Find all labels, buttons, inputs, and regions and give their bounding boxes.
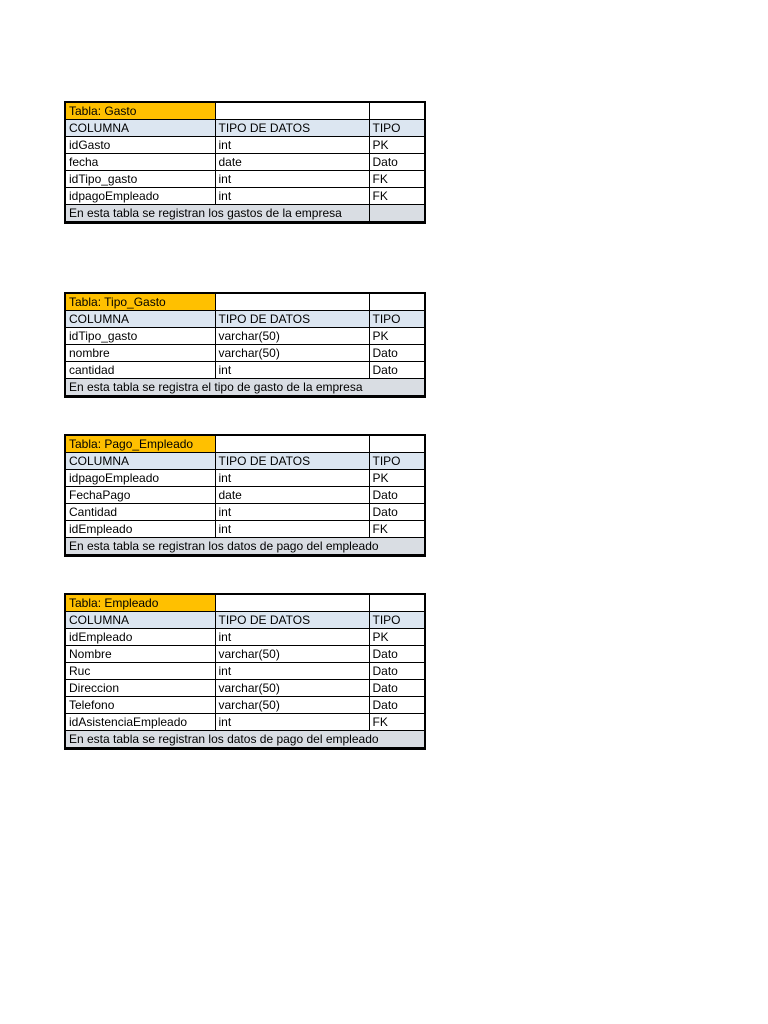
header-columna: COLUMNA	[65, 453, 215, 470]
table-header-row	[65, 120, 425, 137]
table-title: Tabla: Gasto	[65, 102, 215, 120]
table-row	[65, 188, 425, 205]
header-columna: COLUMNA	[65, 612, 215, 629]
table-description-row	[65, 379, 425, 397]
table-description-row	[65, 205, 425, 223]
table-description-row	[65, 538, 425, 556]
column-name: idEmpleado	[65, 629, 215, 646]
table-row	[65, 697, 425, 714]
data-type: varchar(50)	[215, 345, 369, 362]
table-header-row	[65, 612, 425, 629]
data-type: int	[215, 171, 369, 188]
table-title-row	[65, 293, 425, 311]
column-name: idGasto	[65, 137, 215, 154]
key-type: Dato	[369, 663, 425, 680]
table-description: En esta tabla se registra el tipo de gasto de la empresa	[65, 379, 425, 397]
empty-cell	[369, 594, 425, 612]
table-row	[65, 504, 425, 521]
empty-cell	[215, 293, 369, 311]
table-title-row	[65, 435, 425, 453]
table-description: En esta tabla se registran los datos de pago del empleado	[65, 538, 425, 556]
column-name: Nombre	[65, 646, 215, 663]
table-description: En esta tabla se registran los gastos de la empresa	[65, 205, 369, 223]
key-type: PK	[369, 328, 425, 345]
header-tipo: TIPO	[369, 612, 425, 629]
empty-cell	[369, 435, 425, 453]
column-name: Cantidad	[65, 504, 215, 521]
data-type: varchar(50)	[215, 680, 369, 697]
data-type: int	[215, 714, 369, 731]
key-type: FK	[369, 714, 425, 731]
empty-cell	[215, 102, 369, 120]
header-tipo: TIPO	[369, 120, 425, 137]
table-header-row	[65, 453, 425, 470]
table-description: En esta tabla se registran los datos de pago del empleado	[65, 731, 425, 749]
header-columna: COLUMNA	[65, 120, 215, 137]
table-pago-empleado	[64, 434, 426, 557]
key-type: FK	[369, 171, 425, 188]
data-type: date	[215, 154, 369, 171]
table-row	[65, 714, 425, 731]
table-row	[65, 663, 425, 680]
key-type: FK	[369, 188, 425, 205]
column-name: idAsistenciaEmpleado	[65, 714, 215, 731]
empty-cell	[215, 594, 369, 612]
column-name: Ruc	[65, 663, 215, 680]
key-type: PK	[369, 137, 425, 154]
header-tipo-de-datos: TIPO DE DATOS	[215, 120, 369, 137]
data-type: int	[215, 521, 369, 538]
header-tipo: TIPO	[369, 311, 425, 328]
empty-cell	[369, 205, 425, 223]
key-type: Dato	[369, 680, 425, 697]
key-type: Dato	[369, 487, 425, 504]
table-title: Tabla: Tipo_Gasto	[65, 293, 215, 311]
table-gasto	[64, 101, 426, 224]
table-header-row	[65, 311, 425, 328]
column-name: idTipo_gasto	[65, 171, 215, 188]
column-name: FechaPago	[65, 487, 215, 504]
data-type: int	[215, 362, 369, 379]
table-title-row	[65, 594, 425, 612]
empty-cell	[215, 435, 369, 453]
table-row	[65, 137, 425, 154]
header-tipo-de-datos: TIPO DE DATOS	[215, 612, 369, 629]
key-type: Dato	[369, 345, 425, 362]
data-type: varchar(50)	[215, 697, 369, 714]
column-name: cantidad	[65, 362, 215, 379]
key-type: PK	[369, 470, 425, 487]
table-row	[65, 154, 425, 171]
table-row	[65, 470, 425, 487]
data-type: int	[215, 188, 369, 205]
table-description-row	[65, 731, 425, 749]
column-name: idEmpleado	[65, 521, 215, 538]
data-type: int	[215, 629, 369, 646]
data-type: int	[215, 504, 369, 521]
empty-cell	[369, 102, 425, 120]
table-title: Tabla: Empleado	[65, 594, 215, 612]
table-empleado	[64, 593, 426, 750]
key-type: Dato	[369, 362, 425, 379]
key-type: Dato	[369, 504, 425, 521]
table-title: Tabla: Pago_Empleado	[65, 435, 215, 453]
table-row	[65, 171, 425, 188]
data-type: int	[215, 470, 369, 487]
key-type: Dato	[369, 154, 425, 171]
data-type: varchar(50)	[215, 328, 369, 345]
table-row	[65, 629, 425, 646]
column-name: idpagoEmpleado	[65, 470, 215, 487]
data-type: int	[215, 663, 369, 680]
column-name: idpagoEmpleado	[65, 188, 215, 205]
column-name: nombre	[65, 345, 215, 362]
key-type: Dato	[369, 697, 425, 714]
table-row	[65, 487, 425, 504]
table-tipo-gasto	[64, 292, 426, 398]
table-row	[65, 646, 425, 663]
key-type: PK	[369, 629, 425, 646]
header-tipo-de-datos: TIPO DE DATOS	[215, 453, 369, 470]
column-name: fecha	[65, 154, 215, 171]
column-name: Direccion	[65, 680, 215, 697]
table-row	[65, 680, 425, 697]
empty-cell	[369, 293, 425, 311]
header-tipo-de-datos: TIPO DE DATOS	[215, 311, 369, 328]
data-type: varchar(50)	[215, 646, 369, 663]
table-row	[65, 328, 425, 345]
table-row	[65, 362, 425, 379]
key-type: FK	[369, 521, 425, 538]
column-name: idTipo_gasto	[65, 328, 215, 345]
header-columna: COLUMNA	[65, 311, 215, 328]
data-type: int	[215, 137, 369, 154]
header-tipo: TIPO	[369, 453, 425, 470]
table-row	[65, 521, 425, 538]
data-type: date	[215, 487, 369, 504]
table-row	[65, 345, 425, 362]
key-type: Dato	[369, 646, 425, 663]
table-title-row	[65, 102, 425, 120]
column-name: Telefono	[65, 697, 215, 714]
